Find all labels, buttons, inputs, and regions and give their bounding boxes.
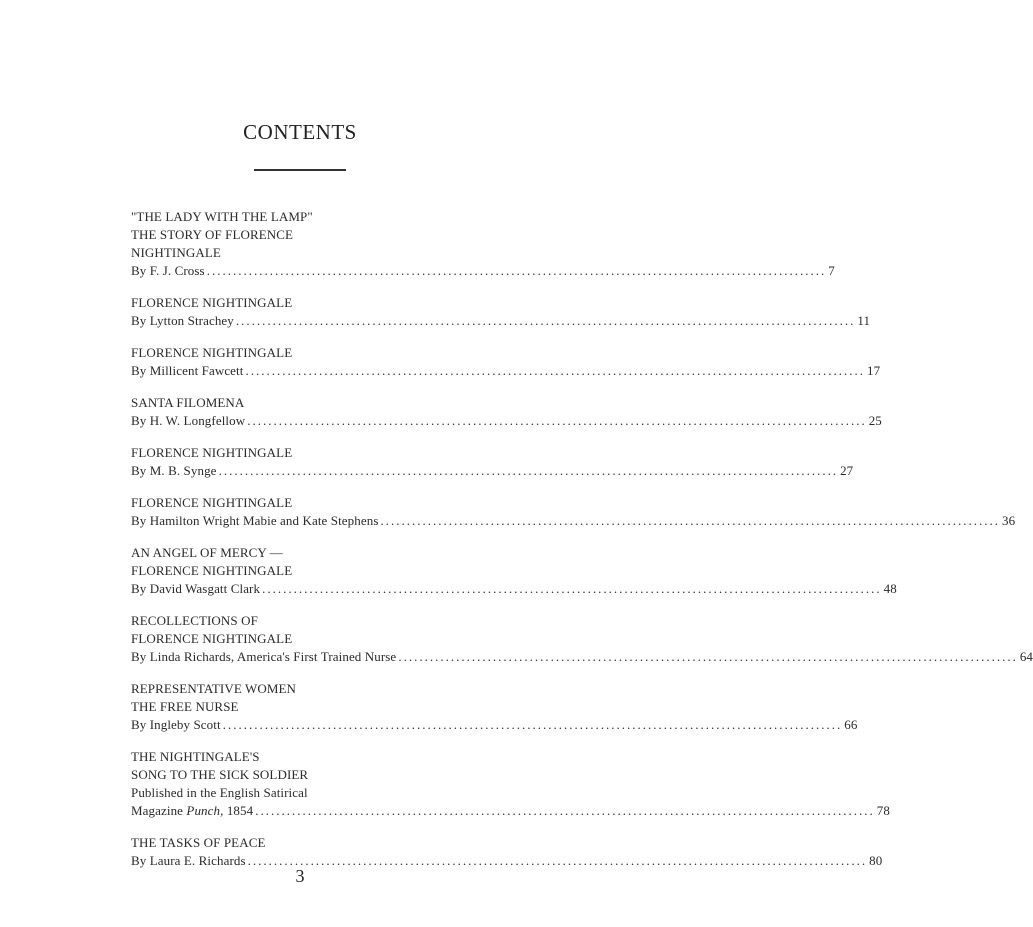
entry-byline-row [131, 648, 1033, 666]
entry-byline: By Hamilton Wright Mabie and Kate Stephens [131, 513, 379, 528]
toc-entry[interactable] [131, 748, 890, 820]
leader-dots: ...................................................................................................................... [245, 363, 865, 378]
entry-byline-row [131, 362, 881, 380]
toc-entry[interactable] [131, 834, 883, 870]
leader-dots: ...................................................................................................................... [255, 803, 875, 818]
title-rule [254, 169, 346, 171]
byline-suffix: , 1854 [220, 803, 254, 818]
entry-page-number: 7 [828, 263, 835, 278]
entry-title-line: FLORENCE NIGHTINGALE [131, 495, 293, 510]
entry-title-line: NIGHTINGALE [131, 245, 221, 260]
entry-title-line: THE FREE NURSE [131, 699, 239, 714]
page-number: 3 [295, 866, 305, 886]
entry-title-line: FLORENCE NIGHTINGALE [131, 445, 293, 460]
entry-byline: By Linda Richards, America's First Trained Nurse [131, 649, 397, 664]
toc-entry[interactable] [131, 208, 835, 280]
entry-title-line: FLORENCE NIGHTINGALE [131, 295, 293, 310]
entry-byline-row [131, 512, 1016, 530]
entry-byline: By David Wasgatt Clark [131, 581, 261, 596]
byline-italic-title: Punch [186, 803, 221, 818]
entry-title-line: FLORENCE NIGHTINGALE [131, 631, 293, 646]
entry-title-line: FLORENCE NIGHTINGALE [131, 345, 293, 360]
entry-page-number: 17 [866, 363, 881, 378]
entry-byline: By Lytton Strachey [131, 313, 234, 328]
entry-title-line: REPRESENTATIVE WOMEN [131, 681, 297, 696]
leader-dots: ...................................................................................................................... [247, 853, 868, 868]
entry-page-number: 48 [883, 581, 897, 596]
entry-title-line: RECOLLECTIONS OF [131, 613, 258, 628]
leader-dots: ...................................................................................................................... [398, 649, 1018, 664]
toc-entry[interactable] [131, 680, 858, 734]
entry-title-line: SONG TO THE SICK SOLDIER [131, 767, 309, 782]
entry-byline: By M. B. Synge [131, 463, 217, 478]
byline-prefix: Magazine [131, 803, 187, 818]
toc-entry[interactable] [131, 544, 897, 598]
entry-page-number: 25 [868, 413, 882, 428]
entry-byline: By Millicent Fawcett [131, 363, 244, 378]
page-title: CONTENTS [243, 120, 357, 144]
entry-page-number: 78 [876, 803, 890, 818]
entry-byline: By H. W. Longfellow [131, 413, 246, 428]
entry-title-line: "THE LADY WITH THE LAMP" [131, 209, 313, 224]
toc-entry[interactable] [131, 444, 854, 480]
entry-title-line: SANTA FILOMENA [131, 395, 245, 410]
entry-page-number: 80 [869, 853, 883, 868]
leader-dots: ...................................................................................................................... [247, 413, 867, 428]
entry-byline: By Laura E. Richards [131, 853, 246, 868]
entry-title-line: THE STORY OF FLORENCE [131, 227, 294, 242]
entry-byline-row [131, 262, 835, 280]
entry-byline-row [131, 462, 854, 480]
entry-page-number: 11 [857, 313, 871, 328]
entry-title-line: THE NIGHTINGALE'S [131, 749, 260, 764]
entry-byline [131, 802, 253, 820]
toc-entry[interactable] [131, 294, 871, 330]
entry-title-line: AN ANGEL OF MERCY — [131, 545, 283, 560]
entry-page-number: 64 [1019, 649, 1033, 664]
table-of-contents [131, 208, 1033, 884]
leader-dots: ...................................................................................................................... [262, 581, 882, 596]
entry-byline-row [131, 716, 858, 734]
entry-byline-row [131, 580, 897, 598]
entry-byline-row [131, 312, 871, 330]
entry-title-line: FLORENCE NIGHTINGALE [131, 563, 293, 578]
toc-entry[interactable] [131, 344, 881, 380]
toc-entry[interactable] [131, 394, 882, 430]
entry-byline-row [131, 412, 882, 430]
toc-entry[interactable] [131, 612, 1033, 666]
entry-page-number: 66 [844, 717, 858, 732]
leader-dots: ...................................................................................................................... [380, 513, 1001, 528]
leader-dots: ...................................................................................................................... [218, 463, 839, 478]
leader-dots: ...................................................................................................................... [235, 313, 856, 328]
leader-dots: ...................................................................................................................... [206, 263, 827, 278]
entry-title-line: Published in the English Satirical [131, 785, 308, 800]
entry-byline: By F. J. Cross [131, 263, 205, 278]
leader-dots: ...................................................................................................................... [222, 717, 843, 732]
entry-title-line: THE TASKS OF PEACE [131, 835, 266, 850]
entry-byline: By Ingleby Scott [131, 717, 221, 732]
toc-entry[interactable] [131, 494, 1016, 530]
entry-page-number: 36 [1002, 513, 1016, 528]
entry-byline-row [131, 802, 890, 820]
entry-page-number: 27 [840, 463, 854, 478]
